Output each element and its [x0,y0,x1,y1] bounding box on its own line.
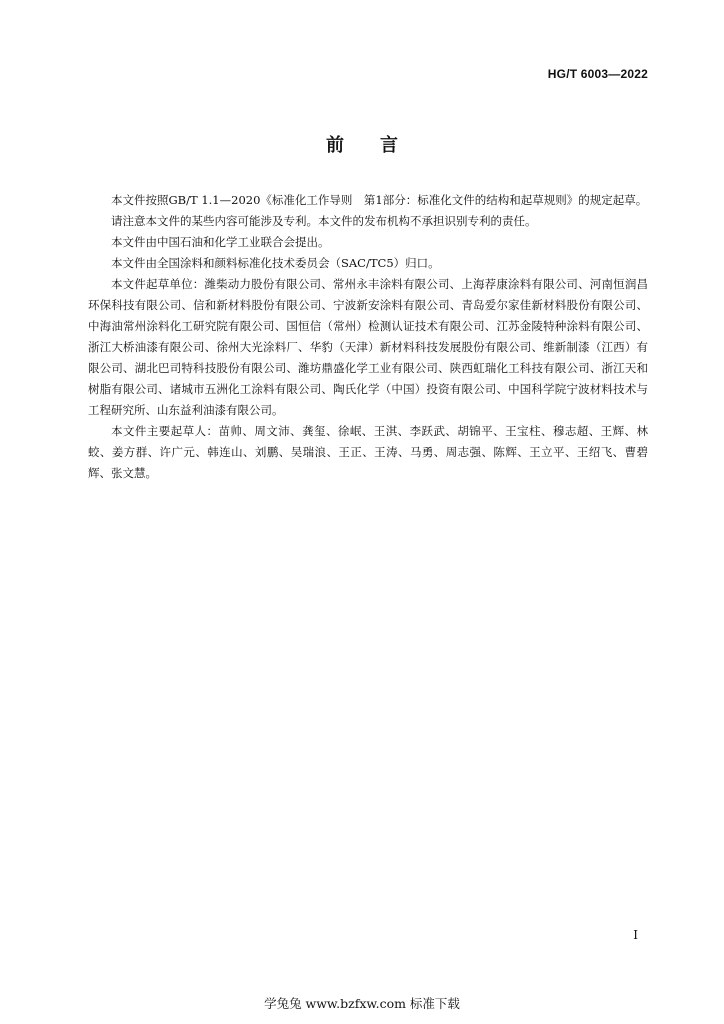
page-title: 前 言 [326,135,398,156]
paragraph-drafting-rules: 本文件按照GB/T 1.1—2020《标准化工作导则 第1部分：标准化文件的结构和起草规则》的规定起草。 [111,193,648,207]
paragraph-administrator: 本文件由全国涂料和颜料标准化技术委员会（SAC/TC5）归口。 [111,256,440,270]
page-number: I [633,928,638,942]
footer-watermark: 学兔兔 www.bzfxw.com 标准下载 [264,996,460,1011]
standard-code: HG/T 6003—2022 [547,67,648,81]
paragraph-drafters: 本文件主要起草人：苗帅、周文沛、龚玺、徐岷、王淇、李跃武、胡锦平、王宝柱、穆志超、王辉、林蛟、姜方群、许广元、韩连山、刘鹏、吴瑞浪、王正、王涛、马勇、周志强、陈辉、王立平、王绍飞、曹碧辉、张文慧。 [88,424,648,480]
paragraph-proposer: 本文件由中国石油和化学工业联合会提出。 [111,235,330,249]
paragraph-patent-notice: 请注意本文件的某些内容可能涉及专利。本文件的发布机构不承担识别专利的责任。 [111,214,537,228]
foreword-body [88,190,648,484]
paragraph-drafting-units: 本文件起草单位：潍柴动力股份有限公司、常州永丰涂料有限公司、上海荐康涂料有限公司、河南恒润昌环保科技有限公司、信和新材料股份有限公司、宁波新安涂料有限公司、青岛爱尔家佳新材料股份有限公司、中海油常州涂料化工研究院有限公司、国恒信（常州）检测认证技术有限公司、江苏金陵特种涂料有限公司、浙江大桥油漆有限公司、徐州大光涂料厂、华豹（天津）新材料科技发展股份有限公司、维新制漆（江西）有限公司、湖北巴司特科技股份有限公司、潍坊鼎盛化学工业有限公司、陕西虹瑞化工科技有限公司、浙江天和树脂有限公司、诸城市五洲化工涂料有限公司、陶氏化学（中国）投资有限公司、中国科学院宁波材料技术与工程研究所、山东益利油漆有限公司。 [88,277,648,417]
